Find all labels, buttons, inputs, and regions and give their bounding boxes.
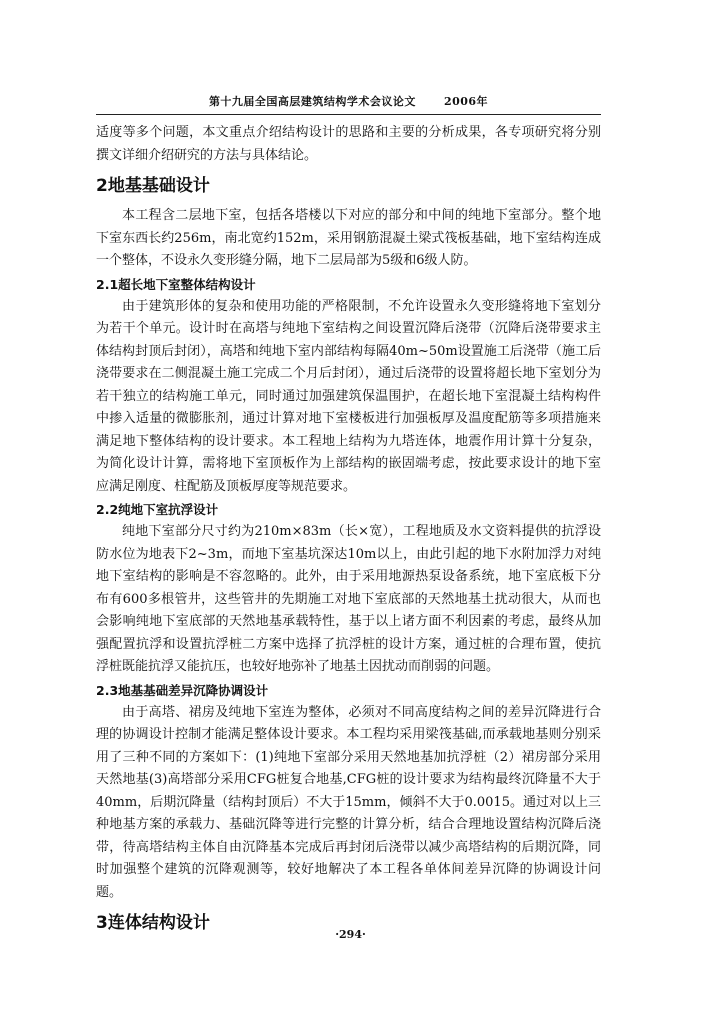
subsection-2-1-heading: 2.1超长地下室整体结构设计 xyxy=(96,276,256,292)
conference-title: 第十九届全国高层建筑结构学术会议论文 xyxy=(208,95,416,108)
section-2-heading: 2地基基础设计 xyxy=(96,176,210,196)
subsection-2-3-paragraph: 由于高塔、裙房及纯地下室连为整体，必须对不同高度结构之间的差异沉降进行合理的协调设计控制才能满足整体设计要求。本工程均采用梁筏基础,而承载地基则分别采用了三种不同的方案如下：(1)纯地下室部分采用天然地基加抗浮桩（2）裙房部分采用天然地基(3)高塔部分采用CFG桩复合地基,CFG桩的设计要求为结构最终沉降量不大于40mm，后期沉降量（结构封顶后）不大于15mm，倾斜不大于0.0015。通过对以上三种地基方案的承载力、基础沉降等进行完整的计算分析，结合合理地设置结构沉降后浇带，待高塔结构主体自由沉降基本完成后再封闭后浇带以减少高塔结构的后期沉降，同时加强整个建筑的沉降观测等，较好地解决了本工程各单体间差异沉降的协调设计问题。 xyxy=(96,704,601,900)
subsection-2-1-paragraph: 由于建筑形体的复杂和使用功能的严格限制，不允许设置永久变形缝将地下室划分为若干个单元。设计时在高塔与纯地下室结构之间设置沉降后浇带（沉降后浇带要求主体结构封顶后封闭），高塔和纯地下室内部结构每隔40m~50m设置施工后浇带（施工后浇带要求在二侧混凝土施工完成二个月后封闭），通过后浇带的设置将超长地下室划分为若干独立的结构施工单元，同时通过加强建筑保温围护，在超长地下室混凝土结构构件中掺入适量的微膨胀剂，通过计算对地下室楼板进行加强板厚及温度配筋等多项措施来满足地下整体结构的设计要求。本工程地上结构为九塔连体，地震作用计算十分复杂，为简化设计计算，需将地下室顶板作为上部结构的嵌固端考虑，按此要求设计的地下室应满足刚度、柱配筋及顶板厚度等规范要求。 xyxy=(96,298,601,494)
subsection-2-3-heading: 2.3地基基础差异沉降协调设计 xyxy=(96,682,269,698)
section-3-heading: 3连体结构设计 xyxy=(96,913,210,933)
subsection-2-2-heading: 2.2纯地下室抗浮设计 xyxy=(96,502,219,517)
running-header xyxy=(96,93,601,109)
conference-year: 2006年 xyxy=(443,95,489,108)
page-number: ·294· xyxy=(335,928,366,941)
intro-paragraph: 适度等多个问题，本文重点介绍结构设计的思路和主要的分析成果，各专项研究将分别撰文详细介绍研究的方法与具体结论。 xyxy=(96,125,601,163)
subsection-2-2-paragraph: 纯地下室部分尺寸约为210m×83m（长×宽），工程地质及水文资料提供的抗浮设防水位为地表下2~3m，而地下室基坑深达10m以上，由此引起的地下水附加浮力对纯地下室结构的影响是不容忽略的。此外，由于采用地源热泵设备系统，地下室底板下分布有600多根管井，这些管井的先期施工对地下室底部的天然地基土扰动很大，从而也会影响纯地下室底部的天然地基承载特性，基于以上诸方面不利因素的考虑，最终从加强配置抗浮和设置抗浮桩二方案中选择了抗浮桩的设计方案，通过桩的合理布置，使抗浮桩既能抗浮又能抗压，也较好地弥补了地基土因扰动而削弱的问题。 xyxy=(96,524,601,674)
body-content xyxy=(96,122,601,942)
section-2-paragraph: 本工程含二层地下室，包括各塔楼以下对应的部分和中间的纯地下室部分。整个地下室东西长约256m，南北宽约152m，采用钢筋混凝土梁式筏板基础，地下室结构连成一个整体，不设永久变形缝分隔，地下二层局部为5级和6级人防。 xyxy=(96,208,601,268)
header-rule xyxy=(96,114,601,115)
